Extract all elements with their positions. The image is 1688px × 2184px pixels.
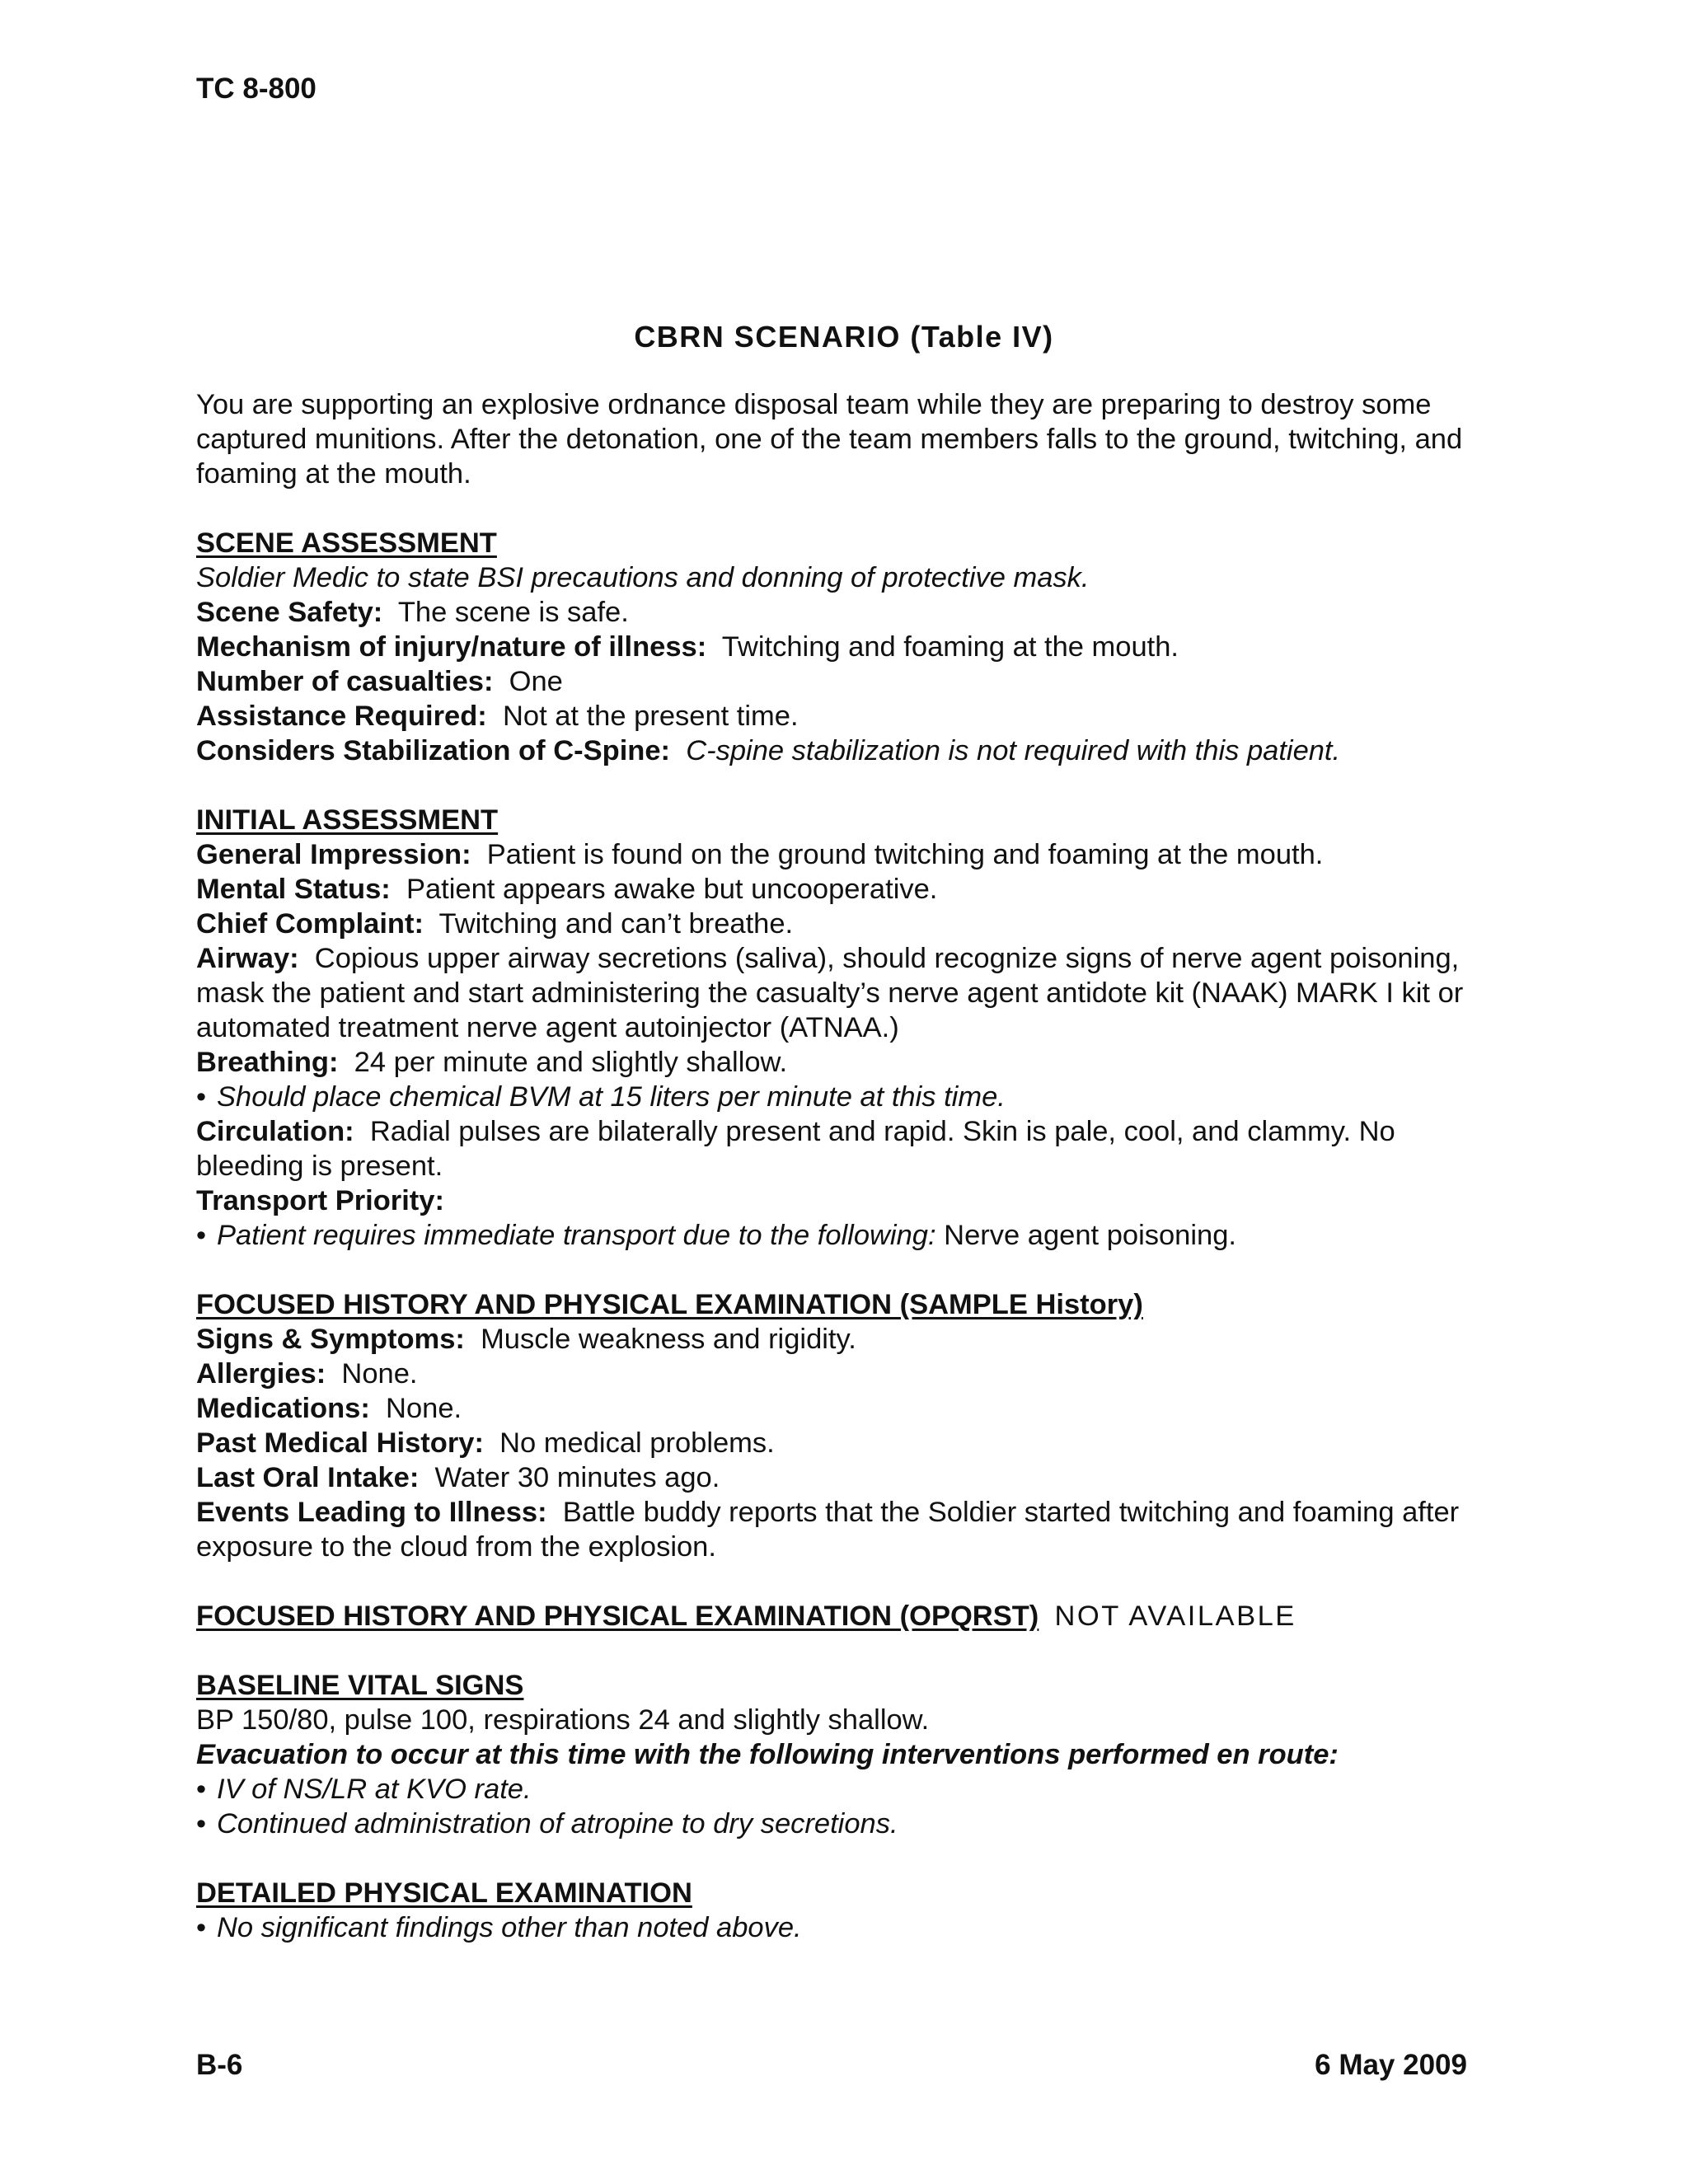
cspine-line [196,733,1498,768]
bullet-text-italic: Patient requires immediate transport due to the following: [217,1220,936,1251]
bullet-text [217,1218,1236,1253]
document-id: TC 8-800 [196,73,316,105]
field-label: Mental Status: [196,874,391,905]
document-body [196,387,1498,1945]
page-number: B-6 [196,2049,243,2081]
allergies-line [196,1357,1498,1391]
field-label: Past Medical History: [196,1427,484,1459]
impression-line [196,837,1498,872]
field-value: Twitching and foaming at the mouth. [721,631,1179,663]
field-value: Copious upper airway secretions (saliva), should recognize signs of nerve agent poisoning, mask the patient and start administering the casualty’s nerve agent antidote kit (NAAK) MARK I kit or automated treatment nerve agent autoinjector (ATNAA.) [196,943,1464,1043]
bullet-text: IV of NS/LR at KVO rate. [217,1774,532,1805]
oral-intake-line [196,1460,1498,1495]
airway-line [196,941,1498,1045]
field-label: Breathing: [196,1047,339,1078]
scene-safety-line [196,595,1498,630]
field-label: Considers Stabilization of C-Spine: [196,735,671,766]
signs-line [196,1322,1498,1357]
bullet-icon: • [196,1808,207,1840]
field-label: Assistance Required: [196,701,487,732]
bullet-item [196,1807,1498,1841]
initial-assessment-heading: INITIAL ASSESSMENT [196,804,499,836]
field-value: One [509,666,563,697]
field-value: Water 30 minutes ago. [434,1462,720,1493]
chief-complaint-line [196,907,1498,941]
bullet-icon: • [196,1774,207,1805]
scene-note: Soldier Medic to state BSI precautions and donning of protective mask. [196,562,1090,593]
opqrst-heading: FOCUSED HISTORY AND PHYSICAL EXAMINATION (OPQRST) [196,1601,1039,1632]
field-value: Battle buddy reports that the Soldier started twitching and foaming after exposure to the cloud from the explosion. [196,1497,1460,1563]
field-label: Mechanism of injury/nature of illness: [196,631,707,663]
detailed-exam-heading: DETAILED PHYSICAL EXAMINATION [196,1877,692,1909]
medical-history-line [196,1426,1498,1460]
bullet-text: Continued administration of atropine to dry secretions. [217,1808,898,1840]
field-value: Twitching and can’t breathe. [438,908,794,940]
field-value: The scene is safe. [397,597,629,628]
field-value: None. [386,1393,462,1424]
events-line [196,1495,1498,1564]
field-value: 24 per minute and slightly shallow. [354,1047,788,1078]
field-label: Events Leading to Illness: [196,1497,547,1528]
bullet-text: Should place chemical BVM at 15 liters per minute at this time. [217,1081,1006,1113]
field-value: Patient is found on the ground twitching and foaming at the mouth. [486,839,1324,870]
field-label: Signs & Symptoms: [196,1324,465,1355]
intro-paragraph: You are supporting an explosive ordnance disposal team while they are preparing to destroy some captured munitions. After the detonation, one of the team members falls to the ground, twitching, and foaming at the mouth. [196,389,1463,490]
field-label: Number of casualties: [196,666,494,697]
bullet-icon: • [196,1220,207,1251]
field-label: Medications: [196,1393,370,1424]
bullet-text: No significant findings other than noted above. [217,1912,802,1943]
bullet-icon: • [196,1081,207,1113]
field-label: Last Oral Intake: [196,1462,420,1493]
casualties-line [196,664,1498,699]
vital-signs-heading: BASELINE VITAL SIGNS [196,1670,524,1701]
bullet-item [196,1772,1498,1807]
evacuation-note: Evacuation to occur at this time with the following interventions performed en route: [196,1739,1339,1770]
field-value: Radial pulses are bilaterally present and rapid. Skin is pale, cool, and clammy. No bleeding is present. [196,1116,1395,1182]
field-label: Allergies: [196,1358,326,1390]
opqrst-status: NOT AVAILABLE [1054,1601,1296,1632]
field-label: Circulation: [196,1116,354,1147]
publication-date: 6 May 2009 [1315,2049,1467,2081]
field-value: Muscle weakness and rigidity. [481,1324,856,1355]
field-value: Not at the present time. [502,701,799,732]
bullet-item [196,1910,1498,1945]
bullet-item [196,1218,1498,1253]
bullet-icon: • [196,1912,207,1943]
field-label: Chief Complaint: [196,908,424,940]
field-label: Airway: [196,943,299,974]
scene-assessment-heading: SCENE ASSESSMENT [196,527,497,559]
sample-history-heading: FOCUSED HISTORY AND PHYSICAL EXAMINATION (SAMPLE History) [196,1289,1143,1320]
vital-signs-values: BP 150/80, pulse 100, respirations 24 and slightly shallow. [196,1704,930,1736]
field-label: General Impression: [196,839,471,870]
field-value: Patient appears awake but uncooperative. [406,874,938,905]
opqrst-line [196,1599,1498,1633]
bullet-text-value: Nerve agent poisoning. [944,1220,1236,1251]
page-title: CBRN SCENARIO (Table IV) [634,320,1054,354]
transport-line [196,1183,1498,1218]
mechanism-line [196,630,1498,664]
field-label: Transport Priority: [196,1185,444,1216]
circulation-line [196,1114,1498,1183]
breathing-line [196,1045,1498,1080]
field-value: None. [341,1358,418,1390]
field-value: No medical problems. [499,1427,775,1459]
bullet-item [196,1080,1498,1114]
assistance-line [196,699,1498,733]
medications-line [196,1391,1498,1426]
field-label: Scene Safety: [196,597,383,628]
mental-status-line [196,872,1498,907]
field-value: C-spine stabilization is not required with this patient. [686,735,1341,766]
